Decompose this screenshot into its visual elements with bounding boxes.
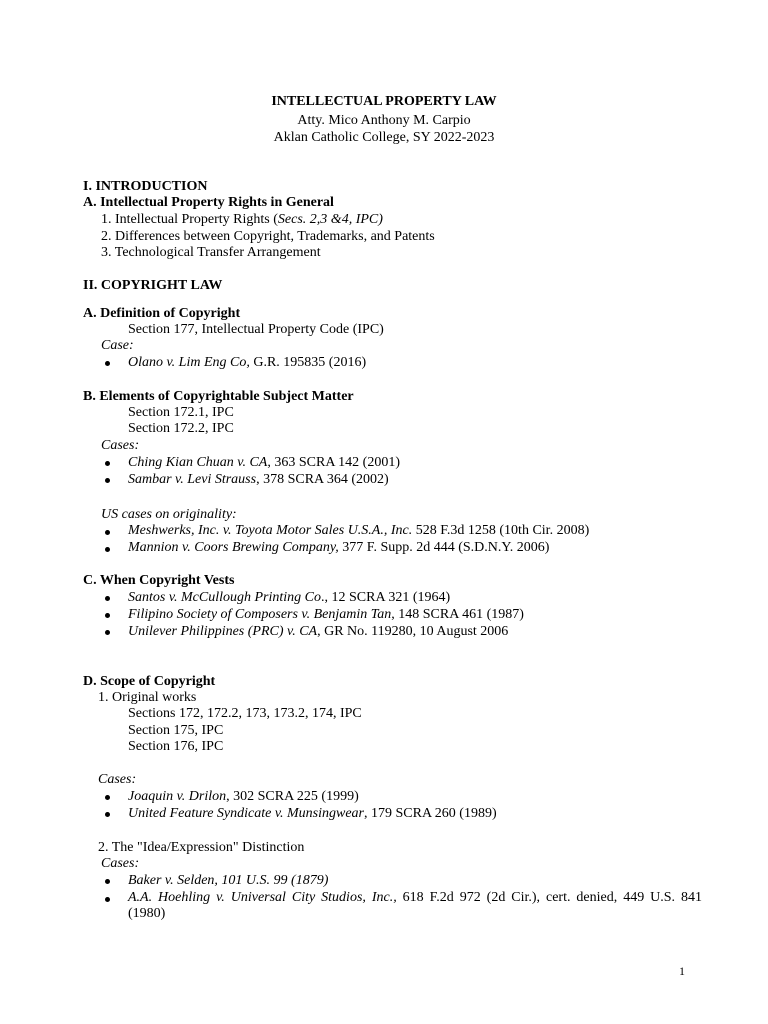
section-copyright-heading: II. COPYRIGHT LAW	[83, 278, 223, 293]
subsection-b-heading: B. Elements of Copyrightable Subject Matter	[83, 389, 354, 404]
bullet-icon	[105, 478, 110, 483]
intro-item-3: 3. Technological Transfer Arrangement	[101, 245, 321, 260]
subsection-b-case-label: Cases:	[101, 438, 140, 453]
bullet-icon	[105, 596, 110, 601]
bullet-icon	[105, 547, 110, 552]
us-cases-label: US cases on originality:	[101, 507, 237, 522]
subsection-b-ref-1: Section 172.1, IPC	[128, 405, 234, 420]
case-item: A.A. Hoehling v. Universal City Studios, Inc., 618 F.2d 972 (2d Cir.), cert. denied, 449 U.S. 841 (1980)	[128, 890, 702, 921]
subsection-d-ref-1: Sections 172, 172.2, 173, 173.2, 174, IPC	[128, 706, 362, 721]
section-introduction-heading: I. INTRODUCTION	[83, 179, 208, 194]
subsection-b-ref-2: Section 172.2, IPC	[128, 421, 234, 436]
bullet-icon	[105, 461, 110, 466]
bullet-icon	[105, 613, 110, 618]
subsection-d-case-label-2: Cases:	[101, 856, 140, 871]
doc-title: INTELLECTUAL PROPERTY LAW	[271, 94, 497, 109]
bullet-icon	[105, 812, 110, 817]
case-item: Meshwerks, Inc. v. Toyota Motor Sales U.S.A., Inc. 528 F.3d 1258 (10th Cir. 2008)	[128, 523, 590, 538]
doc-school: Aklan Catholic College, SY 2022-2023	[273, 130, 495, 145]
bullet-icon	[105, 530, 110, 535]
subsection-a-heading: A. Definition of Copyright	[83, 306, 241, 321]
subsection-ipr-heading: A. Intellectual Property Rights in General	[83, 195, 334, 210]
case-item: Joaquin v. Drilon, 302 SCRA 225 (1999)	[128, 789, 359, 804]
scope-item-2: 2. The "Idea/Expression" Distinction	[98, 840, 305, 855]
case-item: Olano v. Lim Eng Co, G.R. 195835 (2016)	[128, 355, 367, 370]
case-item: Ching Kian Chuan v. CA, 363 SCRA 142 (2001)	[128, 455, 400, 470]
bullet-icon	[105, 630, 110, 635]
subsection-a-ref-1: Section 177, Intellectual Property Code (IPC)	[128, 322, 384, 337]
page-number: 1	[679, 964, 685, 978]
subsection-c-heading: C. When Copyright Vests	[83, 573, 235, 588]
case-item: Sambar v. Levi Strauss, 378 SCRA 364 (2002)	[128, 472, 389, 487]
subsection-d-ref-2: Section 175, IPC	[128, 723, 224, 738]
case-item: Santos v. McCullough Printing Co., 12 SCRA 321 (1964)	[128, 590, 451, 605]
bullet-icon	[105, 361, 110, 366]
intro-item-2: 2. Differences between Copyright, Trademarks, and Patents	[101, 229, 435, 244]
subsection-d-ref-3: Section 176, IPC	[128, 739, 224, 754]
case-item: United Feature Syndicate v. Munsingwear, 179 SCRA 260 (1989)	[128, 806, 497, 821]
case-item: Baker v. Selden, 101 U.S. 99 (1879)	[128, 873, 329, 888]
case-item: Mannion v. Coors Brewing Company, 377 F. Supp. 2d 444 (S.D.N.Y. 2006)	[128, 540, 550, 555]
bullet-icon	[105, 879, 110, 884]
case-item: Unilever Philippines (PRC) v. CA, GR No. 119280, 10 August 2006	[128, 624, 509, 639]
scope-item-1: 1. Original works	[98, 690, 197, 705]
case-item: Filipino Society of Composers v. Benjamin Tan, 148 SCRA 461 (1987)	[128, 607, 524, 622]
bullet-icon	[105, 795, 110, 800]
subsection-d-case-label: Cases:	[98, 772, 137, 787]
intro-item-1: 1. Intellectual Property Rights (Secs. 2,3 &4, IPC)	[101, 212, 383, 227]
subsection-d-heading: D. Scope of Copyright	[83, 674, 216, 689]
doc-author: Atty. Mico Anthony M. Carpio	[297, 113, 471, 128]
bullet-icon	[105, 897, 110, 902]
subsection-a-case-label: Case:	[101, 338, 134, 353]
